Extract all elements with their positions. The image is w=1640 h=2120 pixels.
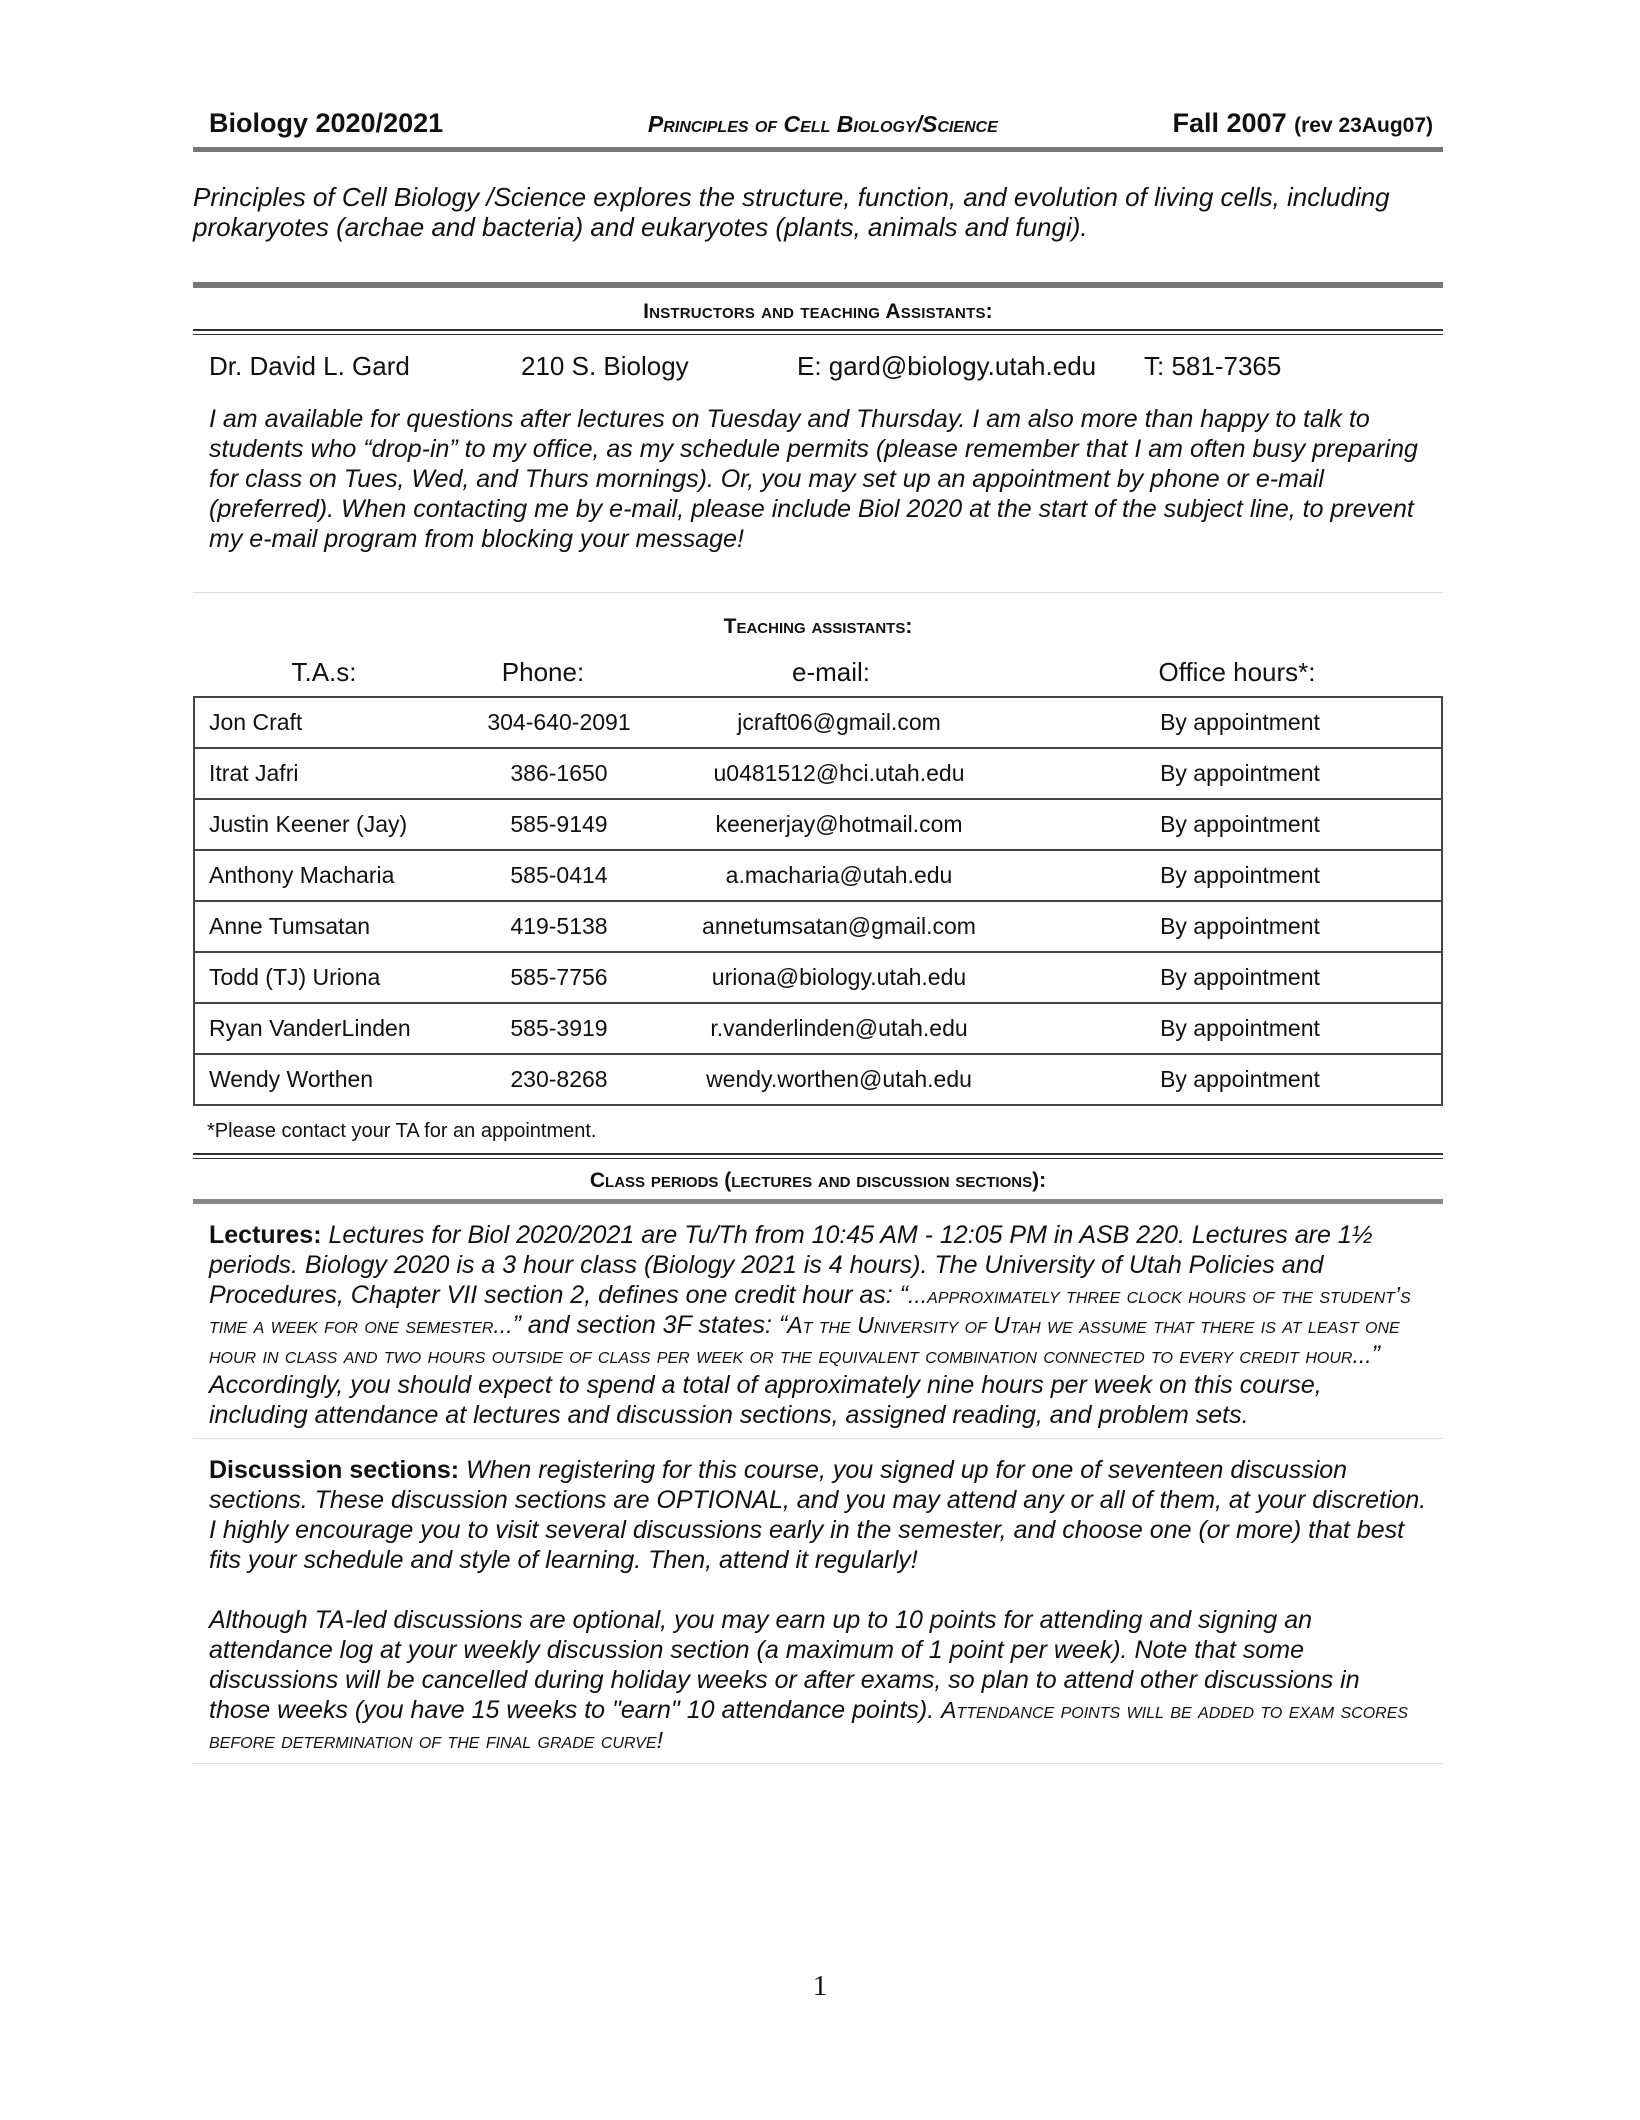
col-header-email: e-mail: [791, 657, 870, 687]
ta-name: Anne Tumsatan [194, 901, 479, 952]
instructor-availability-note: I am available for questions after lectures on Tuesday and Thursday. I am also more than happy to talk to students who “drop-in” to my office, as my schedule permits (please remember that I am often busy preparing for class on Tues, Wed, and Thurs mornings). Or, you may set up an appointment by phone or e-mail (preferred). When contacting me by e-mail, please include Biol 2020 at the start of the subject line, to prevent my e-mail program from blocking your message! [209, 405, 1418, 553]
lectures-quote-1: ...approximately three clock hours of the student’s time a week for one semester... [209, 1282, 1411, 1338]
table-row [194, 952, 1442, 1003]
table-row [194, 850, 1442, 901]
table-row [194, 1003, 1442, 1054]
instructors-heading [193, 282, 1443, 335]
ta-phone: 419-5138 [479, 901, 639, 952]
ta-email[interactable]: r.vanderlinden@utah.edu [639, 1003, 1039, 1054]
divider [193, 1763, 1443, 1764]
ta-email[interactable]: wendy.worthen@utah.edu [639, 1054, 1039, 1105]
ta-name: Todd (TJ) Uriona [194, 952, 479, 1003]
term [1173, 108, 1433, 139]
ta-email[interactable]: keenerjay@hotmail.com [639, 799, 1039, 850]
lectures-quote-2: At the University of Utah we assume that there is at least one hour in class and two hours outside of class per week or the equivalent combination connected to every credit hour... [209, 1312, 1400, 1368]
ta-hours: By appointment [1039, 901, 1442, 952]
ta-hours: By appointment [1039, 799, 1442, 850]
ta-footnote: *Please contact your TA for an appointment. [207, 1120, 597, 1142]
lectures-text-2: ” and section 3F states: “ [512, 1311, 788, 1339]
table-row [194, 1054, 1442, 1105]
table-row [194, 901, 1442, 952]
ta-phone: 585-3919 [479, 1003, 639, 1054]
table-row [194, 748, 1442, 799]
table-row [194, 697, 1442, 748]
syllabus-page [193, 108, 1443, 1764]
ta-email[interactable]: a.macharia@utah.edu [639, 850, 1039, 901]
ta-email[interactable]: annetumsatan@gmail.com [639, 901, 1039, 952]
course-number: Biology 2020/2021 [209, 108, 444, 138]
ta-name: Ryan VanderLinden [194, 1003, 479, 1054]
instructor-office: 210 S. Biology [521, 351, 689, 381]
ta-email[interactable]: u0481512@hci.utah.edu [639, 748, 1039, 799]
ta-phone: 304-640-2091 [479, 697, 639, 748]
attendance-paragraph [193, 1575, 1443, 1755]
instructor-contact [193, 335, 1443, 382]
col-header-ta: T.A.s: [291, 657, 357, 687]
ta-phone: 585-0414 [479, 850, 639, 901]
col-header-phone: Phone: [501, 657, 585, 687]
ta-phone: 386-1650 [479, 748, 639, 799]
lectures-label: Lectures: [209, 1221, 322, 1249]
instructor-phone: T: 581-7365 [1144, 351, 1282, 381]
ta-phone: 585-7756 [479, 952, 639, 1003]
lectures-text-3: ” Accordingly, you should expect to spend a total of approximately nine hours per week on this course, including attendance at lectures and discussion sections, assigned reading, and problem sets. [209, 1341, 1380, 1429]
teaching-assistants-heading: Teaching assistants: [723, 615, 913, 638]
header-rule [193, 147, 1443, 152]
table-row [194, 799, 1442, 850]
ta-name: Anthony Macharia [194, 850, 479, 901]
ta-hours: By appointment [1039, 952, 1442, 1003]
class-periods-heading [193, 1153, 1443, 1204]
ta-name: Itrat Jafri [194, 748, 479, 799]
page-number: 1 [812, 1970, 828, 2002]
ta-hours: By appointment [1039, 1054, 1442, 1105]
ta-phone: 585-9149 [479, 799, 639, 850]
course-title: Principles of Cell Biology/Science [647, 111, 998, 137]
ta-name: Jon Craft [194, 697, 479, 748]
ta-name: Justin Keener (Jay) [194, 799, 479, 850]
attendance-caps-text: Attendance points will be added to exam scores before determination of the final grade curve! [209, 1697, 1409, 1753]
lectures-paragraph [193, 1204, 1443, 1430]
document-header [193, 108, 1443, 139]
divider [193, 592, 1443, 593]
ta-table [193, 696, 1443, 1106]
ta-name: Wendy Worthen [194, 1054, 479, 1105]
instructor-email[interactable]: E: gard@biology.utah.edu [797, 351, 1097, 381]
lectures-text-1: Lectures for Biol 2020/2021 are Tu/Th from 10:45 AM - 12:05 PM in ASB 220. Lectures are 1½ periods. Biology 2020 is a 3 hour class (Biology 2021 is 4 hours). The University of Utah Policies and Procedures, Chapter VII section 2, defines one credit hour as: “ [209, 1221, 1373, 1309]
discussion-label: Discussion sections: [209, 1456, 460, 1484]
ta-hours: By appointment [1039, 748, 1442, 799]
ta-hours: By appointment [1039, 1003, 1442, 1054]
col-header-hours: Office hours*: [1158, 657, 1316, 687]
term-label: Fall 2007 [1172, 108, 1287, 138]
revision-date: (rev 23Aug07) [1294, 114, 1433, 137]
ta-column-headers [193, 657, 1443, 688]
ta-phone: 230-8268 [479, 1054, 639, 1105]
attendance-text: Although TA-led discussions are optional, you may earn up to 10 points for attending and signing an attendance log at your weekly discussion section (a maximum of 1 point per week). Note that some discussions will be cancelled during holiday weeks or after exams, so plan to attend other discussions in those weeks (you have 15 weeks to "earn" 10 attendance points). [209, 1606, 1360, 1724]
ta-hours: By appointment [1039, 850, 1442, 901]
instructor-name: Dr. David L. Gard [209, 351, 410, 381]
class-periods-heading-label: Class periods (lectures and discussion sections): [589, 1169, 1047, 1192]
course-description: Principles of Cell Biology /Science explores the structure, function, and evolution of living cells, including prokaryotes (archae and bacteria) and eukaryotes (plants, animals and fungi). [193, 182, 1390, 242]
ta-email[interactable]: jcraft06@gmail.com [639, 697, 1039, 748]
discussion-paragraph [193, 1439, 1443, 1575]
instructors-heading-label: Instructors and teaching Assistants: [643, 300, 993, 323]
discussion-text: When registering for this course, you signed up for one of seventeen discussion sections. These discussion sections are OPTIONAL, and you may attend any or all of them, at your discretion. I highly encourage you to visit several discussions early in the semester, and choose one (or more) that best fits your schedule and style of learning. Then, attend it regularly! [209, 1456, 1427, 1574]
ta-email[interactable]: uriona@biology.utah.edu [639, 952, 1039, 1003]
ta-hours: By appointment [1039, 697, 1442, 748]
